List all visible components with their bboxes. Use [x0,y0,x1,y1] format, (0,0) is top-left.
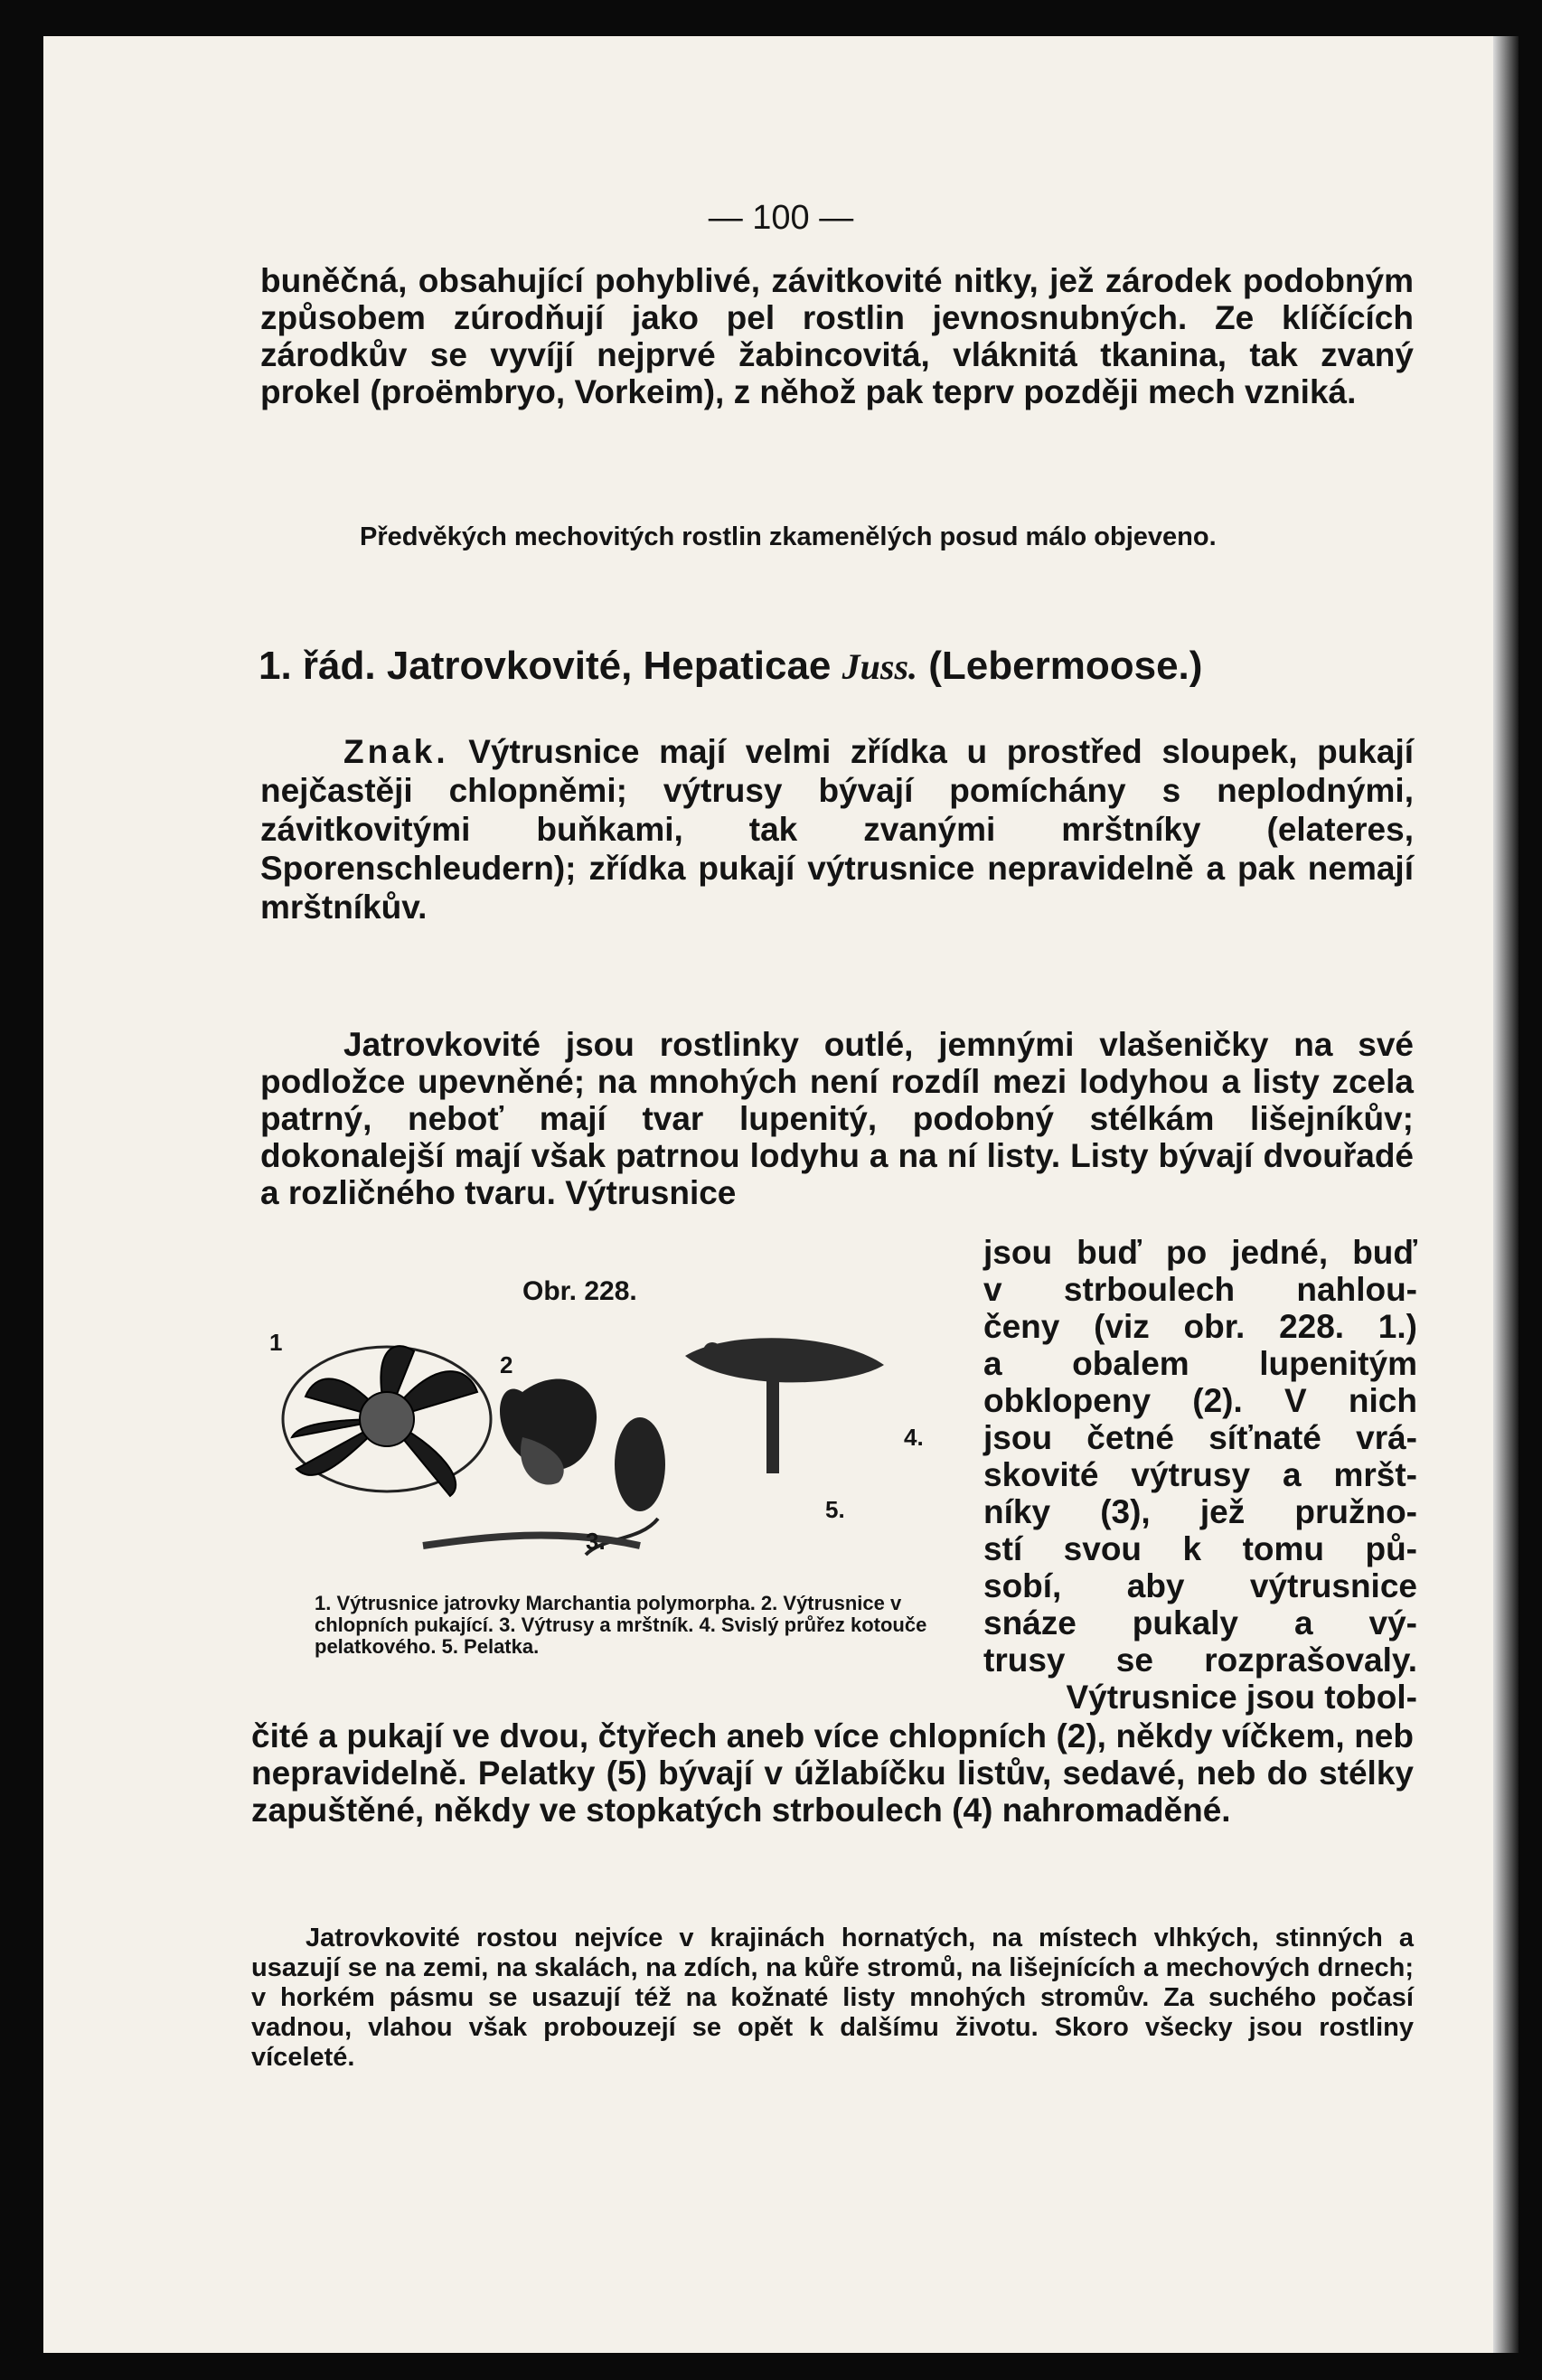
figure-label-5: 5. [825,1496,845,1523]
page-number: — 100 — [708,199,854,237]
figure-label-4: 4. [904,1424,924,1451]
side-line: snáze pukaly a vý- [983,1604,1417,1642]
side-line: trusy se rozprašovaly. [983,1642,1417,1679]
side-line: obklopeny (2). V nich [983,1382,1417,1419]
side-line: níky (3), jež pružno- [983,1493,1417,1530]
figure-label-2: 2 [500,1351,513,1378]
habitat-paragraph: Jatrovkovité rostou nejvíce v krajinách hornatých, na místech vlhkých, stinných a usazují se na zemi, na skalách, na zdích, na kůře stromů, na lišejnících a mechových drnech; v horkém pásmu se usazují též na kožnaté listy mnohých stromův. Za suchého počasí vadnou, vlahou však probouzejí se opět k dalšímu životu. Skoro všecky jsou rostliny víceleté. [251,1924,1414,2072]
continuation-paragraph: čité a pukají ve dvou, čtyřech aneb více chlopních (2), někdy víčkem, neb nepravidelně. Pelatky (5) bývají v úžlabíčku listův, sedavé, neb do stélky zapuštěné, někdy ve stopkatých strboulech (4) nahromaděné. [251,1717,1414,1829]
figure-caption: 1. Výtrusnice jatrovky Marchantia polymorpha. 2. Výtrusnice v chlopních pukající. 3. Výtrusy a mrštník. 4. Svislý průřez kotouče pelatkového. 5. Pelatka. [315,1592,927,1658]
side-line: v strboulech nahlou- [983,1271,1417,1308]
side-column-text [983,1234,1417,1716]
description-paragraph: Jatrovkovité jsou rostlinky outlé, jemnými vlašeničky na své podložce upevněné; na mnohých není rozdíl mezi lodyhou a listy zcela patrný, neboť mají tvar lupenitý, podobný stélkám lišejníkův; dokonalejší mají však patrnou lodyhu a na ní listy. Listy bývají dvouřadé a rozličného tvaru. Výtrusnice [260,1026,1414,1211]
book-page [43,36,1518,2353]
side-line: stí svou k tomu pů- [983,1530,1417,1567]
side-line: Výtrusnice jsou tobol- [1066,1679,1417,1716]
liverwort-rosette [283,1346,491,1496]
fossil-note: Předvěkých mechovitých rostlin zkamenělých posud málo objeveno. [360,522,1217,551]
figure-illustration [260,1311,965,1577]
side-line: skovité výtrusy a mršt- [983,1456,1417,1493]
order-heading [259,644,1202,689]
diagnosis-text: Výtrusnice mají velmi zřídka u prostřed sloupek, pukají nejčastěji chlopněmi; výtrusy bývají pomíchány s neplodnými, závitkovitými buňkami, tak zvanými mrštníky (elateres, Sporenschleudern); zřídka pukají výtrusnice nepravidelně a pak nemají mrštníkův. [260,733,1415,926]
order-heading-prefix: 1. řád. Jatrovkovité, Hepaticae [259,644,832,688]
page-content [43,36,1518,2353]
order-heading-authority: Juss. [842,646,918,687]
diagnosis-paragraph [260,732,1414,927]
figure-title: Obr. 228. [522,1276,637,1306]
side-line: sobí, aby výtrusnice [983,1567,1417,1604]
diagnosis-label: Znak. [343,733,449,770]
intro-paragraph: buněčná, obsahující pohyblivé, závitkovité nitky, jež zárodek podobným způsobem zúrodňují jako pel rostlin jevnosnubných. Ze klíčících zárodkův se vyvíjí nejprvé žabincovitá, vláknitá tkanina, tak zvaný prokel (proëmbryo, Vorkeim), z něhož pak teprv později mech vzniká. [260,262,1414,410]
capsule-opening [500,1379,597,1485]
side-line: jsou četné síťnaté vrá- [983,1419,1417,1456]
receptacle-section [685,1338,884,1473]
order-heading-suffix: (Lebermoose.) [928,644,1203,688]
side-line: jsou buď po jedné, buď [983,1234,1417,1271]
figure-label-1: 1 [269,1329,283,1356]
figure-label-3: 3. [586,1528,606,1555]
side-line: a obalem lupenitým [983,1345,1417,1382]
figure-228 [260,1311,965,1577]
side-line: čeny (viz obr. 228. 1.) [983,1308,1417,1345]
